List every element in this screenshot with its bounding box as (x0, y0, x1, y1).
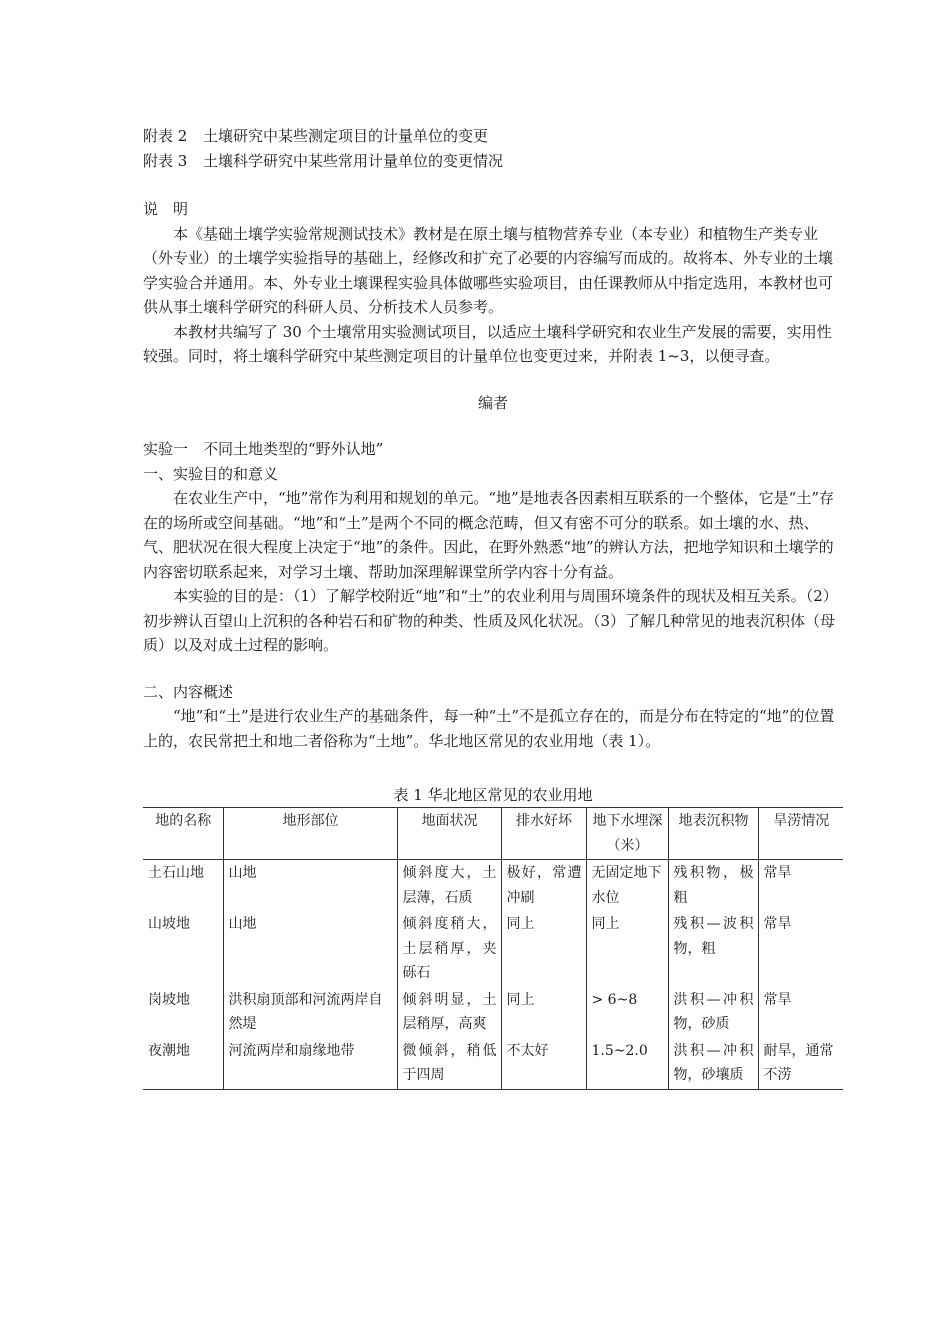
table-cell: 倾斜度稍大，土层稍厚，夹砾石 (397, 911, 501, 987)
table-cell: 同上 (501, 911, 586, 987)
appendix-item: 附表 2 土壤研究中某些测定项目的计量单位的变更 (143, 127, 489, 145)
table-cell: 河流两岸和扇缘地带 (223, 1038, 397, 1090)
table-cell: 同上 (501, 987, 586, 1038)
preface-paragraph: 本《基础土壤学实验常规测试技术》教材是在原土壤与植物营养专业（本专业）和植物生产类专业（外专业）的土壤学实验指导的基础上，经修改和扩充了必要的内容编写而成的。故将本、外专业的土壤学实验合并通用。本、外专业土壤课程实验具体做哪些实验项目，由任课教师从中指定选用，本教材也可供从事土壤科学研究的科研人员、分析技术人员参考。 (143, 224, 834, 316)
table-cell: 洪积—冲积物，砂壤质 (668, 1038, 758, 1090)
table-cell: > 6~8 (586, 987, 668, 1038)
preface-paragraph: 本教材共编写了 30 个土壤常用实验测试项目，以适应土壤科学研究和农业生产发展的需要，实用性较强。同时，将土壤科学研究中某些测定项目的计量单位也变更过来，并附表 1~3，以便寻查。 (143, 322, 832, 365)
column-header: 地面状况 (397, 808, 501, 860)
table-cell: 倾斜明显，土层稍厚，高爽 (397, 987, 501, 1038)
table-cell: 耐旱，通常不涝 (758, 1038, 843, 1090)
table-cell: 1.5~2.0 (586, 1038, 668, 1090)
experiment-title: 实验一 不同土地类型的“野外认地” (143, 440, 384, 458)
table-header-row (143, 808, 843, 860)
section-paragraph: “地”和“土”是进行农业生产的基础条件，每一种“土”不是孤立存在的，而是分布在特定的“地”的位置上的，农民常把土和地二者俗称为“土地”。华北地区常见的农业用地（表 1）。 (143, 707, 835, 750)
table-row (143, 911, 843, 987)
table-row (143, 987, 843, 1038)
preface-section (143, 197, 843, 369)
preface-heading: 说 明 (143, 200, 189, 218)
farmland-table (143, 783, 843, 1090)
table-cell: 残积—波积物，粗 (668, 911, 758, 987)
table-cell: 土石山地 (143, 860, 223, 912)
table-cell: 山坡地 (143, 911, 223, 987)
document-page (143, 124, 843, 1090)
table-cell: 常旱 (758, 987, 843, 1038)
table-row (143, 860, 843, 912)
table-cell: 山地 (223, 911, 397, 987)
table-cell: 同上 (586, 911, 668, 987)
experiment-section (143, 437, 843, 753)
section-paragraph: 在农业生产中，“地”常作为利用和规划的单元。“地”是地表各因素相互联系的一个整体，它是“土”存在的场所或空间基础。“地”和“土”是两个不同的概念范畴，但又有密不可分的联系。如土壤的水、热、气、肥状况在很大程度上决定于“地”的条件。因此，在野外熟悉“地”的辨认方法，把地学知识和土壤学的内容密切联系起来，对学习土壤、帮助加深理解课堂所学内容十分有益。 (143, 489, 835, 581)
preface-signature: 编者 (477, 393, 508, 412)
column-header: 旱涝情况 (758, 808, 843, 860)
table-cell: 倾斜度大，土层薄，石质 (397, 860, 501, 912)
table-cell: 洪积—冲积物，砂质 (668, 987, 758, 1038)
appendix-item: 附表 3 土壤科学研究中某些常用计量单位的变更情况 (143, 151, 504, 170)
table-row (143, 1038, 843, 1090)
table-cell: 常旱 (758, 860, 843, 912)
table-cell: 无固定地下水位 (586, 860, 668, 912)
table-cell: 极好，常遭冲刷 (501, 860, 586, 912)
table-cell: 夜潮地 (143, 1038, 223, 1090)
table-cell: 残积物，极粗 (668, 860, 758, 912)
column-header: 地表沉积物 (668, 808, 758, 860)
table-caption: 表 1 华北地区常见的农业用地 (393, 786, 593, 804)
table-cell: 山地 (223, 860, 397, 912)
table-cell: 微倾斜，稍低于四周 (397, 1038, 501, 1090)
column-header: 地的名称 (143, 808, 223, 860)
table-cell: 洪积扇顶部和河流两岸自然堤 (223, 987, 397, 1038)
column-header: 地形部位 (223, 808, 397, 860)
column-header: 排水好坏 (501, 808, 586, 860)
section-paragraph: 本实验的目的是：（1）了解学校附近“地”和“土”的农业利用与周围环境条件的现状及相互关系。（2）初步辨认百望山上沉积的各种岩石和矿物的种类、性质及风化状况。（3）了解几种常见的地表沉积体（母质）以及对成土过程的影响。 (143, 587, 838, 654)
section-heading: 一、实验目的和意义 (143, 464, 279, 483)
table-cell: 常旱 (758, 911, 843, 987)
table-cell: 不太好 (501, 1038, 586, 1090)
table-cell: 岗坡地 (143, 987, 223, 1038)
column-header: 地下水埋深（米） (586, 808, 668, 860)
appendix-list (143, 124, 843, 173)
section-heading: 二、内容概述 (143, 682, 234, 701)
